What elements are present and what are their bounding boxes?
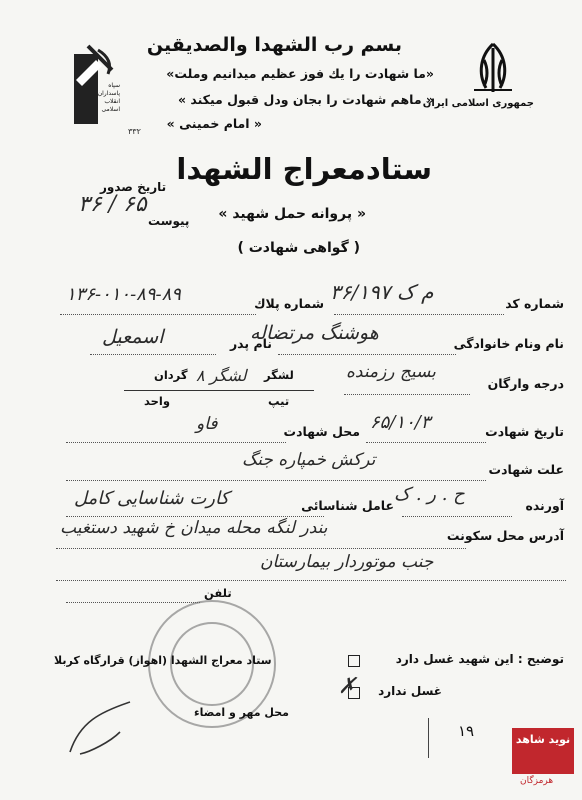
code-line — [334, 314, 504, 315]
page-number-box — [428, 718, 429, 758]
address-label: آدرس محل سکونت — [446, 528, 564, 543]
unit-label: واحد — [144, 394, 171, 408]
cause-line — [66, 480, 486, 481]
id-value: کارت شناسایی کامل — [74, 488, 230, 509]
father-line — [90, 354, 216, 355]
issue-date-label: تاریخ صدور — [100, 180, 167, 194]
note-label: توضیح : این شهید غسل دارد — [395, 652, 564, 666]
attachment-handwritten: ۳۶ / ۶۵ — [78, 192, 147, 217]
phone-line — [66, 602, 200, 603]
header-title: بسم رب الشهدا والصدیقین — [146, 34, 402, 56]
name-label: نام ونام خانوادگی — [453, 336, 564, 351]
battalion-label: گردان — [154, 368, 188, 382]
phone-label: تلفن — [204, 586, 232, 600]
unit-divider-line — [124, 390, 314, 391]
id-line — [66, 516, 324, 517]
svg-text:۳۳۲: ۳۳۲ — [128, 127, 141, 136]
signature-label: محل مهر و امضاء — [194, 706, 289, 719]
rank-line — [344, 394, 470, 395]
cause-label: علت شهادت — [488, 462, 564, 477]
father-label: نام پدر — [229, 336, 272, 351]
rank-label: درجه وارگان — [487, 376, 564, 391]
wash-checkbox — [348, 655, 360, 667]
permit-subheading: « پروانه حمل شهید » — [218, 206, 366, 222]
father-value: اسمعیل — [102, 326, 164, 348]
name-value: هوشنگ مرتضاله — [250, 322, 379, 344]
bearer-line — [402, 516, 512, 517]
martyr-place-value: فاو — [196, 414, 218, 434]
signature-scribble — [60, 692, 140, 762]
martyr-date-value: ۶۵/۱۰/۳ — [370, 412, 431, 433]
code-value: ۳۶/۱۹۷ م ک — [330, 280, 434, 304]
watermark-logo: نوید شاهد — [512, 728, 574, 774]
address-line-2 — [56, 580, 566, 581]
plate-value: ۱۳۶-۰۱۰-۸۹-۸۹ — [66, 284, 181, 305]
brigade-label: تیپ — [268, 394, 290, 408]
no-wash-checkmark: ✗ — [338, 674, 357, 699]
rank-value: بسیج رزمنده — [346, 362, 436, 382]
certificate-subheading: ( گواهی شهادت ) — [237, 240, 360, 256]
quote-line-2: « ماهم شهادت را بجان ودل قبول میکند » — [177, 92, 434, 107]
code-label: شماره کد — [505, 296, 564, 311]
division-label: لشگر — [264, 368, 294, 382]
iran-emblem — [462, 38, 524, 100]
name-line — [278, 354, 456, 355]
page-number: ۱۹ — [458, 722, 475, 740]
irgc-emblem-caption: سپاه پاسداران انقلاب اسلامی — [97, 82, 120, 113]
org-heading: ستادمعراج الشهدا — [176, 152, 432, 186]
attachment-label: پیوست — [148, 214, 190, 228]
no-wash-label: غسل ندارد — [378, 684, 442, 698]
bearer-label: آورنده — [525, 498, 564, 513]
quote-attribution: « امام خمینی » — [166, 116, 262, 131]
martyr-place-line — [66, 442, 286, 443]
martyr-date-label: تاریخ شهادت — [485, 424, 564, 439]
address-line — [56, 548, 466, 549]
cause-value: ترکش خمپاره جنگ — [242, 450, 376, 470]
address-value-2: جنب موتوردار بیمارستان — [260, 552, 434, 572]
address-value: بندر لنگه محله میدان خ شهید دستغیب — [60, 518, 328, 538]
quote-line-1: «ما شهادت را یك فوز عظیم میدانیم وملت» — [166, 66, 434, 81]
bearer-value: ح . ر . ک — [394, 484, 465, 505]
id-label: عامل شناسائی — [301, 498, 394, 513]
watermark-sub: هرمزگان — [520, 776, 554, 786]
division-value: ۸ لشگر — [196, 366, 247, 385]
hq-label: ستاد معراج الشهدا (اهواز) قرارگاه کربلا — [54, 654, 272, 667]
plate-line — [60, 314, 256, 315]
plate-label: شماره پلاك — [254, 296, 324, 311]
martyr-date-line — [366, 442, 486, 443]
iran-emblem-caption: جمهوری اسلامی ایران — [422, 98, 534, 109]
martyr-place-label: محل شهادت — [283, 424, 360, 439]
